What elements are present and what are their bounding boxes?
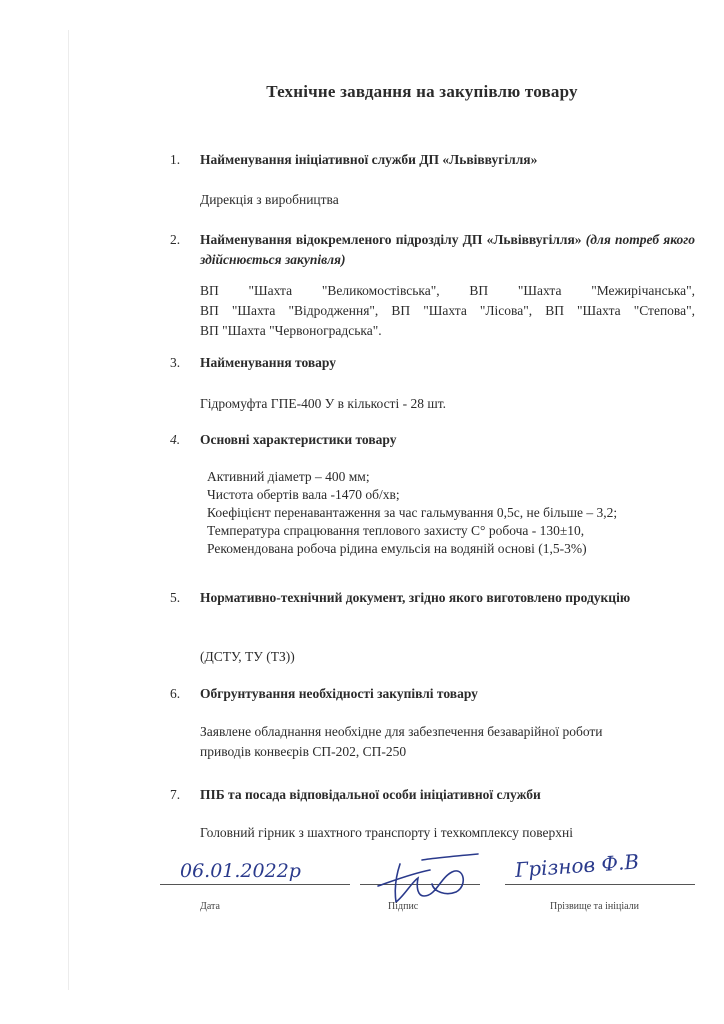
section-1-heading: 1. Найменування ініціативної служби ДП «Львіввугілля» — [170, 152, 538, 167]
section-3-text: Гідромуфта ГПЕ-400 У в кількості - 28 шт. — [200, 396, 446, 411]
handwritten-date: 06.01.2022р — [180, 860, 301, 882]
spec-item: Температура спрацювання теплового захисту С° робоча - 130±10, — [207, 523, 585, 538]
section-2-heading: 2. Найменування відокремленого підрозділу ДП «Львіввугілля» (для потреб якого здійснюється закупівля) — [170, 232, 696, 267]
signature-scribble — [360, 852, 490, 912]
section-3-heading: 3. Найменування товару — [170, 355, 337, 370]
section-7-text: Головний гірник з шахтного транспорту і техкомплексу поверхні — [200, 825, 573, 840]
name-line — [505, 884, 695, 885]
spec-item: Коефіцієнт перенавантаження за час гальмування 0,5с, не більше – 3,2; — [207, 505, 618, 520]
section-7-heading: 7. ПІБ та посада відповідальної особи ініціативної служби — [170, 787, 541, 802]
section-6-line-2: приводів конвеєрів СП-202, СП-250 — [200, 744, 407, 759]
signature-block — [160, 849, 705, 928]
date-line — [160, 884, 350, 885]
section-2-line-2: ВП "Шахта "Відродження", ВП "Шахта "Лісова", ВП "Шахта "Степова", — [200, 303, 695, 318]
section-5-heading: 5. Нормативно-технічний документ, згідно якого виготовлено продукцію — [170, 590, 631, 605]
section-2-line-1: ВП "Шахта "Великомостівська", ВП "Шахта "Межирічанська", — [200, 283, 695, 298]
document-title: Технічне завдання на закупівлю товару — [266, 82, 578, 101]
section-5-text: (ДСТУ, ТУ (ТЗ)) — [200, 649, 295, 664]
spec-item: Рекомендована робоча рідина емульсія на водяній основі (1,5-3%) — [207, 541, 587, 556]
handwritten-name: Грізнов Ф.В — [514, 849, 640, 882]
date-label: Дата — [200, 901, 220, 912]
section-6-line-1: Заявлене обладнання необхідне для забезпечення безаварійної роботи — [200, 724, 603, 739]
page-edge-shadow — [68, 30, 69, 990]
spec-item: Чистота обертів вала -1470 об/хв; — [207, 487, 400, 502]
spec-item: Активний діаметр – 400 мм; — [207, 469, 370, 484]
signature-label: Підпис — [388, 901, 419, 912]
section-4-heading: 4. Основні характеристики товару — [170, 432, 397, 447]
section-2-line-3: ВП "Шахта "Червоноградська". — [200, 323, 382, 338]
section-4-specs — [207, 468, 707, 558]
section-1-text: Дирекція з виробництва — [200, 192, 339, 207]
name-label: Прізвище та ініціали — [550, 901, 639, 912]
section-6-heading: 6. Обгрунтування необхідності закупівлі товару — [170, 686, 478, 701]
